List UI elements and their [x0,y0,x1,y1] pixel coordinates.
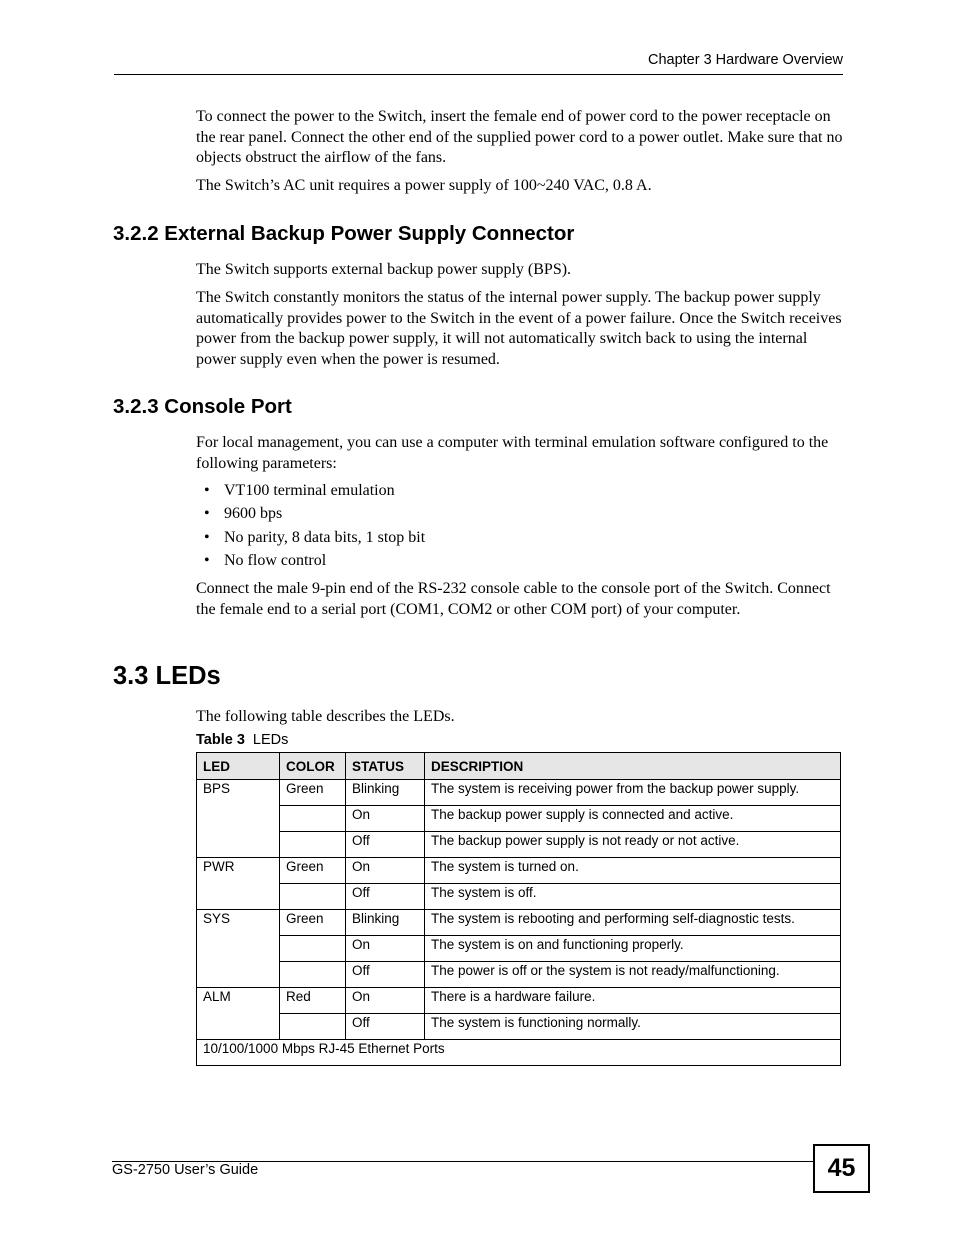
status-cell: On [346,806,425,832]
table-caption-name: LEDs [252,732,289,748]
heading-leds: 3.3 LEDs [113,662,221,690]
list-item: • 9600 bps [204,505,283,523]
table-row [197,858,841,884]
status-cell: Blinking [346,780,425,806]
table-row [197,806,841,832]
table-row [197,962,841,988]
console-parameter-list [204,481,425,574]
intro-paragraph-1: To connect the power to the Switch, insert the female end of power cord to the power receptacle on the rear panel. Connect the other end of the supplied power cord to a power outlet. Make sure that no objects obstruct the airflow of the fans. [196,108,843,167]
table-row [197,1014,841,1040]
status-cell: Off [346,832,425,858]
description-cell: The power is off or the system is not ready/malfunctioning. [425,962,841,988]
ethernet-ports-row-label: 10/100/1000 Mbps RJ-45 Ethernet Ports [197,1040,841,1066]
led-cell: ALM [197,988,280,1040]
color-cell [280,884,346,910]
color-cell [280,806,346,832]
status-cell: Off [346,884,425,910]
color-cell: Green [280,858,346,884]
table-caption [196,732,288,748]
status-cell: On [346,858,425,884]
status-cell: Off [346,1014,425,1040]
table-footer-row [197,1040,841,1066]
header-rule [114,74,843,75]
description-cell: The system is off. [425,884,841,910]
status-cell: Blinking [346,910,425,936]
description-cell: The system is rebooting and performing self-diagnostic tests. [425,910,841,936]
table-caption-label: Table 3 [196,732,245,748]
description-cell: There is a hardware failure. [425,988,841,1014]
description-cell: The backup power supply is not ready or not active. [425,832,841,858]
table-row [197,884,841,910]
column-header-description: DESCRIPTION [425,753,841,780]
table-row [197,988,841,1014]
description-cell: The system is functioning normally. [425,1014,841,1040]
description-cell: The backup power supply is connected and active. [425,806,841,832]
color-cell [280,936,346,962]
bps-paragraph-2: The Switch constantly monitors the status of the internal power supply. The backup power supply automatically provides power to the Switch in the event of a power failure. Once the Switch receives power from the backup power supply, it will not automatically switch back to using the internal power supply even when the power is resumed. [196,289,842,368]
table-header-row [197,753,841,780]
led-cell: PWR [197,858,280,910]
column-header-led: LED [197,753,280,780]
table-row [197,936,841,962]
footer-guide-title: GS-2750 User’s Guide [112,1162,259,1178]
description-cell: The system is turned on. [425,858,841,884]
running-header: Chapter 3 Hardware Overview [647,52,843,68]
status-cell: On [346,936,425,962]
column-header-status: STATUS [346,753,425,780]
status-cell: Off [346,962,425,988]
console-paragraph-1: For local management, you can use a computer with terminal emulation software configured to the following parameters: [196,434,829,472]
color-cell [280,1014,346,1040]
page-number: 45 [813,1144,870,1193]
color-cell [280,962,346,988]
table-row [197,832,841,858]
column-header-color: COLOR [280,753,346,780]
table-row [197,780,841,806]
color-cell: Green [280,910,346,936]
led-cell: BPS [197,780,280,858]
color-cell: Green [280,780,346,806]
color-cell [280,832,346,858]
description-cell: The system is receiving power from the backup power supply. [425,780,841,806]
table-row [197,910,841,936]
status-cell: On [346,988,425,1014]
description-cell: The system is on and functioning properly. [425,936,841,962]
heading-console-port: 3.2.3 Console Port [113,395,292,418]
leds-table [196,752,841,1066]
leds-intro-paragraph: The following table describes the LEDs. [196,708,455,725]
led-cell: SYS [197,910,280,988]
heading-bps: 3.2.2 External Backup Power Supply Connector [113,222,575,245]
color-cell: Red [280,988,346,1014]
list-item: • VT100 terminal emulation [204,482,395,499]
list-item: • No flow control [204,551,327,569]
bps-paragraph-1: The Switch supports external backup power supply (BPS). [196,261,572,278]
intro-paragraph-2: The Switch’s AC unit requires a power supply of 100~240 VAC, 0.8 A. [196,177,652,194]
list-item: • No parity, 8 data bits, 1 stop bit [204,528,426,546]
console-paragraph-2: Connect the male 9-pin end of the RS-232 console cable to the console port of the Switch. Connect the female end to a serial port (COM1, COM2 or other COM port) of your computer. [196,580,831,618]
